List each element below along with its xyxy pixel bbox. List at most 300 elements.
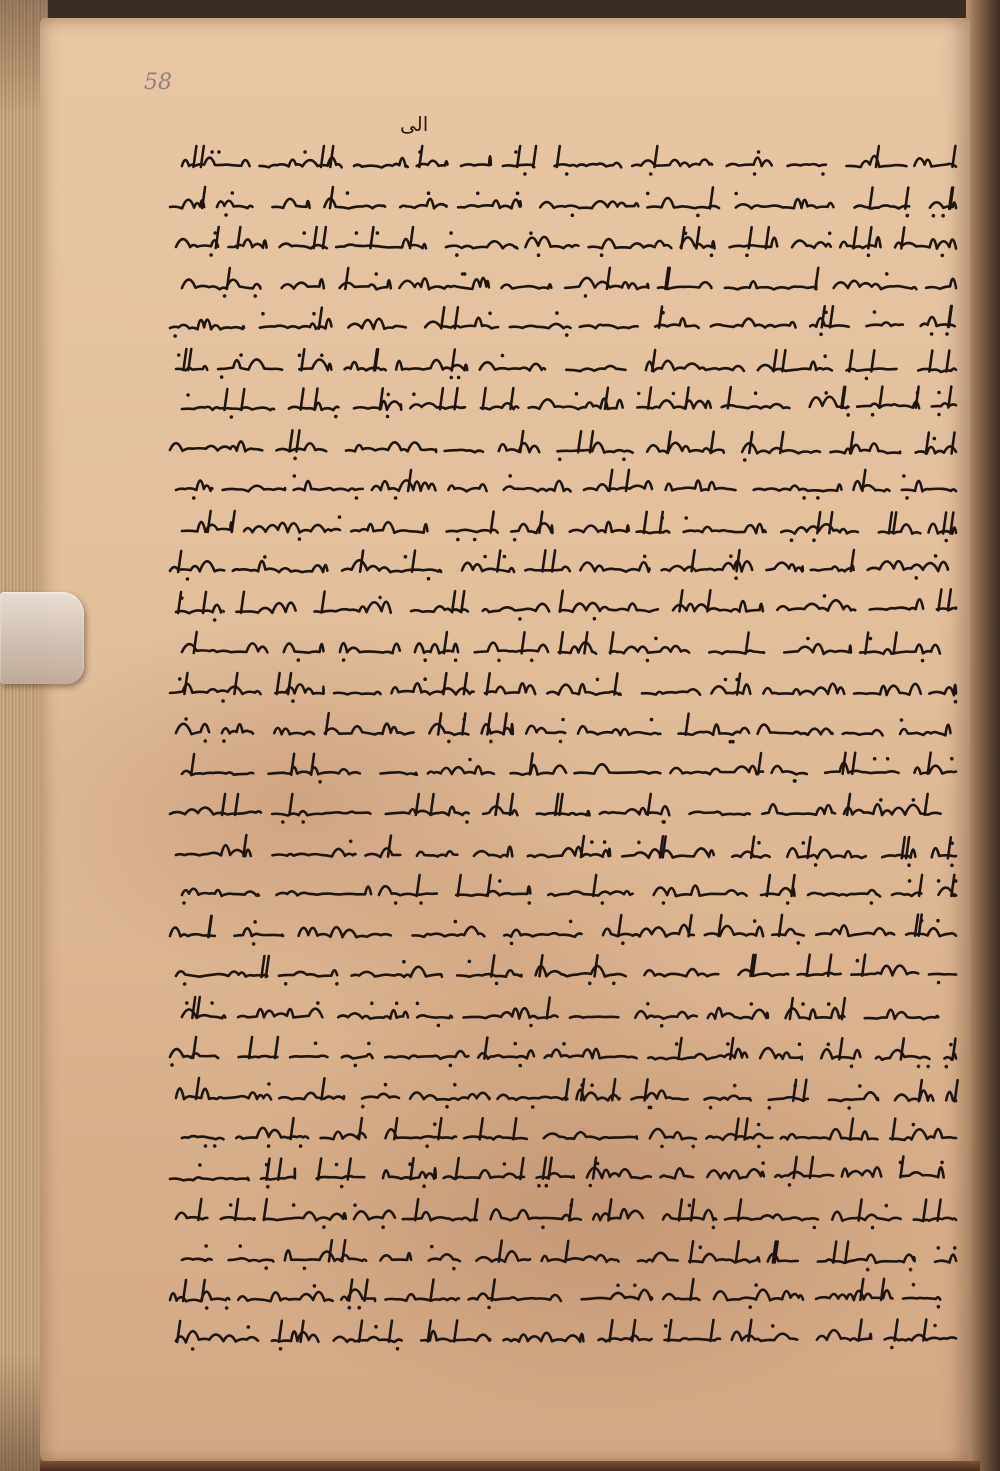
ink-stroke [236,602,295,612]
ink-stroke [946,350,949,371]
ink-dot [396,1346,400,1350]
ink-dot [900,718,904,722]
ink-dot [205,1306,209,1310]
ink-dot [565,333,569,337]
ink-dot [281,820,285,824]
ink-dot [596,1161,600,1165]
ink-stroke [202,1280,205,1301]
ink-stroke [748,1319,751,1340]
ink-stroke [501,284,551,288]
ink-stroke [336,239,426,248]
ink-stroke [593,1157,596,1178]
ink-stroke [511,765,567,775]
ink-stroke [476,1251,530,1262]
ink-dot [222,739,226,743]
ink-stroke [786,1008,845,1019]
ink-stroke [788,164,826,166]
ink-stroke [948,589,951,610]
ink-dot [353,1203,357,1207]
ink-dot [945,332,949,336]
ink-dot [353,1064,357,1068]
ink-stroke [584,481,652,490]
ink-stroke [456,887,530,896]
ink-dot [297,658,301,662]
ink-stroke [540,955,543,976]
ink-stroke [811,565,854,571]
ink-dot [489,740,493,744]
ink-stroke [499,443,539,452]
ink-stroke [745,1119,748,1140]
ink-stroke [749,432,752,453]
ink-dot [419,901,423,905]
ink-stroke [457,970,521,977]
folio-number: 58 [144,70,172,95]
ink-dot [890,1345,894,1349]
ink-stroke [492,1280,495,1301]
ink-stroke [485,683,535,694]
ink-dot [487,1306,491,1310]
ink-dot [376,231,380,235]
ink-stroke [417,1015,452,1018]
ink-stroke [170,1292,229,1302]
ink-stroke [707,1169,764,1178]
ink-stroke [182,889,259,896]
ink-stroke [325,724,414,735]
ink-dot [710,254,714,258]
ink-dot [173,334,177,338]
handwritten-line [166,669,960,709]
ink-stroke [504,929,581,936]
ink-stroke [689,1253,759,1262]
ink-stroke [545,1049,637,1058]
ink-dot [457,375,461,379]
ink-stroke [170,1177,249,1180]
ink-stroke [900,725,950,736]
ink-stroke [399,277,489,288]
ink-stroke [663,1294,699,1300]
handwritten-line [178,871,960,911]
ink-stroke [895,239,956,249]
ink-dot [885,1204,889,1208]
ink-stroke [775,1172,833,1177]
ink-stroke [238,1292,332,1301]
ink-dot [513,537,517,541]
ink-stroke [342,1054,373,1058]
ink-dot [191,1347,195,1351]
ink-dot [298,353,302,357]
ink-dot [231,191,235,195]
ink-stroke [276,443,326,451]
ink-stroke [892,1119,895,1140]
ink-dot [637,840,641,844]
ink-dot [503,555,507,559]
ink-dot [266,1184,270,1188]
ink-stroke [555,794,558,815]
ink-stroke [932,403,956,406]
ink-dot [267,1082,271,1086]
ink-stroke [340,643,400,653]
ink-stroke [239,1056,278,1057]
ink-dot [508,474,512,478]
ink-stroke [198,1199,201,1220]
ink-stroke [774,350,777,371]
ink-stroke [787,848,866,858]
ink-dot [824,311,828,315]
ink-stroke [569,1199,572,1220]
ink-stroke [644,969,718,976]
ink-stroke [868,561,948,571]
ink-stroke [311,753,314,774]
ink-stroke [705,925,763,935]
ink-dot [541,1226,545,1230]
ink-stroke [301,1320,304,1341]
ink-dot [454,919,458,923]
ink-stroke [464,1136,527,1139]
ink-dot [217,150,221,154]
ink-dot [945,1065,949,1069]
ink-stroke [176,366,207,370]
ink-stroke [610,646,689,653]
ink-dot [660,1145,664,1149]
ink-dot [537,253,541,257]
ink-stroke [236,1128,308,1139]
ink-dot [180,596,184,600]
ink-dot [239,353,243,357]
ink-stroke [654,146,657,167]
ink-stroke [587,1167,651,1178]
ink-stroke [684,523,766,532]
ink-dot [914,576,918,580]
ink-stroke [916,446,956,453]
ink-dot [571,213,575,217]
ink-dot [361,1104,365,1108]
ink-stroke [686,714,689,735]
ink-stroke [520,431,523,452]
ink-stroke [790,998,793,1019]
ink-dot [646,659,650,663]
ink-stroke [754,485,842,492]
handwritten-line [178,142,960,182]
ink-stroke [386,807,469,815]
ink-dot [950,863,954,867]
ink-dot [378,595,382,599]
ink-dot [801,1002,805,1006]
handwritten-line [166,304,960,344]
ink-stroke [915,914,918,935]
ink-stroke [481,403,518,409]
ink-stroke [862,470,865,491]
ink-dot [813,1226,817,1230]
ink-stroke [632,1320,635,1341]
ink-stroke [614,673,617,694]
ink-dot [498,879,502,883]
ink-dot [912,798,916,802]
handwritten-line [172,1074,960,1114]
ink-stroke [929,350,932,371]
ink-dot [204,1144,208,1148]
ink-stroke [408,470,411,491]
ink-dot [402,960,406,964]
ink-dot [802,841,806,845]
ink-stroke [543,1157,546,1178]
ink-dot [452,1266,456,1270]
ink-stroke [830,306,833,327]
ink-dot [886,757,890,761]
ink-dot [941,213,945,217]
ink-dot [555,311,559,315]
ink-stroke [323,227,326,248]
ink-dot [865,376,869,380]
ink-stroke [737,550,740,571]
ink-dot [530,659,534,663]
ink-dot [600,253,604,257]
ink-dot [267,1144,271,1148]
ink-dot [757,1123,761,1127]
ink-dot [733,1083,737,1087]
handwritten-line [172,831,960,871]
ink-stroke [197,997,200,1018]
ink-stroke [762,804,835,815]
ink-dot [320,353,324,357]
ink-stroke [955,1080,958,1101]
ink-stroke [275,684,323,693]
ink-stroke [794,1156,797,1177]
ink-stroke [385,1051,468,1059]
ink-dot [649,1105,653,1109]
ink-stroke [595,955,598,976]
ink-stroke [463,1008,557,1018]
ink-dot [529,231,533,235]
ink-dot [476,191,480,195]
ink-dot [850,1065,854,1069]
ink-stroke [833,1241,836,1262]
ink-dot [569,1204,573,1208]
ink-stroke [706,1134,772,1140]
ink-stroke [291,753,294,774]
ink-dot [349,839,353,843]
ink-stroke [217,200,253,207]
ink-dot [735,677,739,681]
ink-dot [871,1226,875,1230]
ink-stroke [411,606,468,612]
ink-stroke [603,924,694,936]
ink-dot [757,840,761,844]
ink-stroke [711,684,750,693]
ink-stroke [533,146,536,167]
ink-stroke [272,848,355,856]
ink-dot [790,538,794,542]
ink-stroke [582,1290,652,1300]
ink-stroke [218,359,282,369]
ink-stroke [417,875,420,896]
ink-stroke [410,403,465,408]
ink-stroke [193,146,196,167]
ink-stroke [635,1011,696,1019]
ink-dot [394,496,398,500]
ink-stroke [646,360,744,370]
ink-dot [899,1160,903,1164]
ink-stroke [690,812,750,815]
ink-stroke [482,724,513,734]
ink-dot [408,1162,412,1166]
ink-dot [462,718,466,722]
ink-stroke [902,481,956,491]
ink-dot [545,1183,549,1187]
ink-stroke [549,1157,552,1178]
ink-dot [646,1002,650,1006]
ink-dot [483,555,487,559]
ink-dot [856,959,860,963]
ink-dot [753,919,757,923]
ink-stroke [808,890,880,896]
ink-dot [510,941,514,945]
ink-dot [588,982,592,986]
ink-dot [907,863,911,867]
ink-dot [338,515,342,519]
ink-dot [394,901,398,905]
ink-dot [821,172,825,176]
ink-stroke [279,1320,282,1341]
ink-dot [412,392,416,396]
ink-stroke [244,522,340,532]
ink-dot [423,658,427,662]
ink-dot [488,312,492,316]
ink-dot [355,231,359,235]
ink-dot [748,1305,752,1309]
ink-stroke [526,726,565,734]
ink-stroke [560,632,563,653]
ink-stroke [222,724,253,734]
ink-stroke [438,713,441,734]
ink-stroke [497,551,500,572]
ink-stroke [288,673,291,694]
ink-dot [229,1203,233,1207]
ink-dot [302,231,306,235]
ink-stroke [448,484,486,491]
ink-stroke [314,601,390,612]
ink-stroke [892,893,921,896]
ink-stroke [679,1038,682,1059]
ink-stroke [322,1078,325,1099]
ink-stroke [547,997,550,1018]
ink-stroke [272,811,370,815]
ink-stroke [580,325,638,329]
ink-stroke [660,1168,693,1178]
ink-dot [846,413,850,417]
ink-dot [793,1084,797,1088]
ink-stroke [234,673,237,694]
ink-stroke [224,389,227,410]
ink-stroke [396,359,467,369]
ink-stroke [299,359,331,370]
ink-stroke [232,511,235,532]
ink-stroke [417,851,457,856]
ink-stroke [264,1212,346,1220]
ink-dot [912,1123,916,1127]
ink-stroke [879,387,882,408]
ink-stroke [681,227,684,248]
handwritten-line [178,385,960,425]
ink-stroke [279,970,337,976]
ink-dot [921,659,925,663]
ink-stroke [359,1118,362,1139]
ink-stroke [276,887,371,896]
ink-dot [261,312,265,316]
ink-stroke [763,683,844,694]
ink-dot [902,474,906,478]
ink-dot [870,901,874,905]
ink-dot [823,354,827,358]
ink-stroke [845,1241,848,1262]
ink-dot [912,1283,916,1287]
ink-stroke [919,1080,922,1101]
ink-dot [580,1083,584,1087]
ink-dot [422,1184,426,1188]
ink-stroke [781,1129,878,1139]
ink-dot [569,919,573,923]
ink-dot [370,1001,374,1005]
ink-stroke [807,955,810,976]
ink-stroke [429,1254,460,1261]
ink-dot [660,1024,664,1028]
ink-stroke [474,846,512,856]
ink-stroke [483,388,486,409]
ink-dot [873,757,877,761]
ink-stroke [862,955,865,976]
ink-dot [909,1267,913,1271]
handwritten-line [178,628,960,668]
ink-dot [937,1305,941,1309]
ink-dot [734,576,738,580]
ink-stroke [513,1118,516,1139]
handwritten-line [172,1317,960,1357]
ink-dot [953,1246,957,1250]
ink-stroke [182,1009,225,1018]
ink-dot [170,1063,174,1067]
ink-stroke [854,205,909,208]
ink-stroke [280,244,327,249]
ink-stroke [777,600,855,610]
ink-stroke [584,632,587,653]
ink-stroke [193,1037,196,1058]
ink-dot [731,740,735,744]
ink-dot [313,1284,317,1288]
ink-dot [468,757,472,761]
handwritten-line [166,1033,960,1073]
ink-dot [316,1001,320,1005]
ink-dot [418,150,422,154]
ink-stroke [830,443,900,453]
ink-stroke [893,512,896,533]
ink-dot [265,1162,269,1166]
ink-stroke [929,684,956,694]
ink-dot [387,393,391,397]
ink-stroke [850,1119,853,1140]
ink-stroke [196,1078,199,1099]
ink-dot [291,699,295,703]
ink-stroke [710,1320,713,1341]
ink-stroke [918,368,956,371]
ink-stroke [738,970,788,976]
ink-stroke [223,486,286,492]
ink-dot [649,172,653,176]
ink-dot [798,1042,802,1046]
ink-dot [185,1001,189,1005]
ink-dot [468,960,472,964]
ink-stroke [650,1129,696,1139]
handwritten-line [178,1114,960,1154]
ink-stroke [445,449,483,452]
